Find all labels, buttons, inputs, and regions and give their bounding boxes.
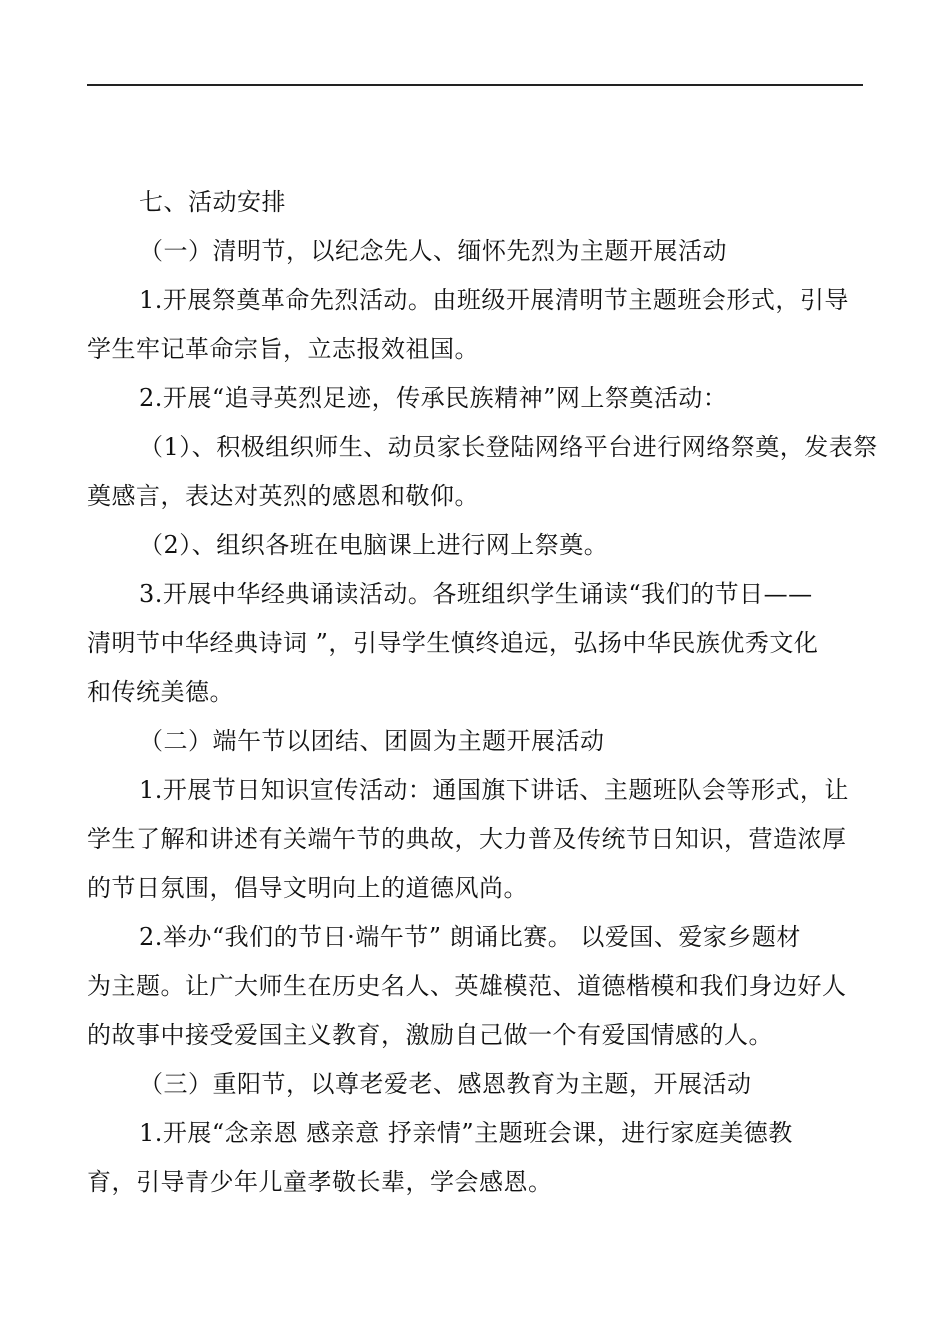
text-line: 学生牢记革命宗旨，立志报效祖国。 [87, 335, 479, 363]
document-body [87, 178, 878, 1207]
paragraph [87, 913, 863, 1060]
subsection-heading [87, 717, 863, 766]
paragraph [87, 521, 863, 570]
text-line: 七、活动安排 [139, 188, 286, 216]
text-line: 3.开展中华经典诵读活动。各班组织学生诵读“我们的节日—— [139, 580, 813, 608]
text-line: 2.举办“我们的节日·端午节” 朗诵比赛。 以爱国、爱家乡题材 [139, 923, 801, 951]
paragraph [87, 1109, 863, 1207]
text-line: 2.开展“追寻英烈足迹，传承民族精神”网上祭奠活动： [139, 384, 728, 412]
text-line: 奠感言，表达对英烈的感恩和敬仰。 [87, 482, 479, 510]
text-line: 育，引导青少年儿童孝敬长辈，学会感恩。 [87, 1168, 553, 1196]
text-line: 为主题。让广大师生在历史名人、英雄模范、道德楷模和我们身边好人 [87, 972, 847, 1000]
paragraph [87, 374, 863, 423]
text-line: （三）重阳节，以尊老爱老、感恩教育为主题，开展活动 [139, 1070, 752, 1098]
text-line: 和传统美德。 [87, 678, 234, 706]
subsection-heading [87, 227, 863, 276]
text-line: （一）清明节，以纪念先人、缅怀先烈为主题开展活动 [139, 237, 727, 265]
text-line: 的节日氛围，倡导文明向上的道德风尚。 [87, 874, 528, 902]
text-line: 学生了解和讲述有关端午节的典故，大力普及传统节日知识，营造浓厚 [87, 825, 847, 853]
header-rule [87, 84, 863, 86]
paragraph [87, 423, 878, 521]
subsection-heading [87, 1060, 863, 1109]
text-line: 1.开展节日知识宣传活动：通国旗下讲话、主题班队会等形式，让 [139, 776, 849, 804]
text-line: 的故事中接受爱国主义教育，激励自己做一个有爱国情感的人。 [87, 1021, 773, 1049]
text-line: （二）端午节以团结、团圆为主题开展活动 [139, 727, 605, 755]
text-line: （1）、积极组织师生、动员家长登陆网络平台进行网络祭奠，发表祭 [139, 433, 878, 461]
text-line: 1.开展“念亲恩 感亲意 抒亲情”主题班会课，进行家庭美德教 [139, 1119, 793, 1147]
text-line: 清明节中华经典诗词 ”，引导学生慎终追远，弘扬中华民族优秀文化 [87, 629, 819, 657]
paragraph [87, 276, 863, 374]
section-heading [87, 178, 863, 227]
paragraph [87, 570, 863, 717]
text-line: （2）、组织各班在电脑课上进行网上祭奠。 [139, 531, 609, 559]
paragraph [87, 766, 863, 913]
text-line: 1.开展祭奠革命先烈活动。由班级开展清明节主题班会形式，引导 [139, 286, 849, 314]
